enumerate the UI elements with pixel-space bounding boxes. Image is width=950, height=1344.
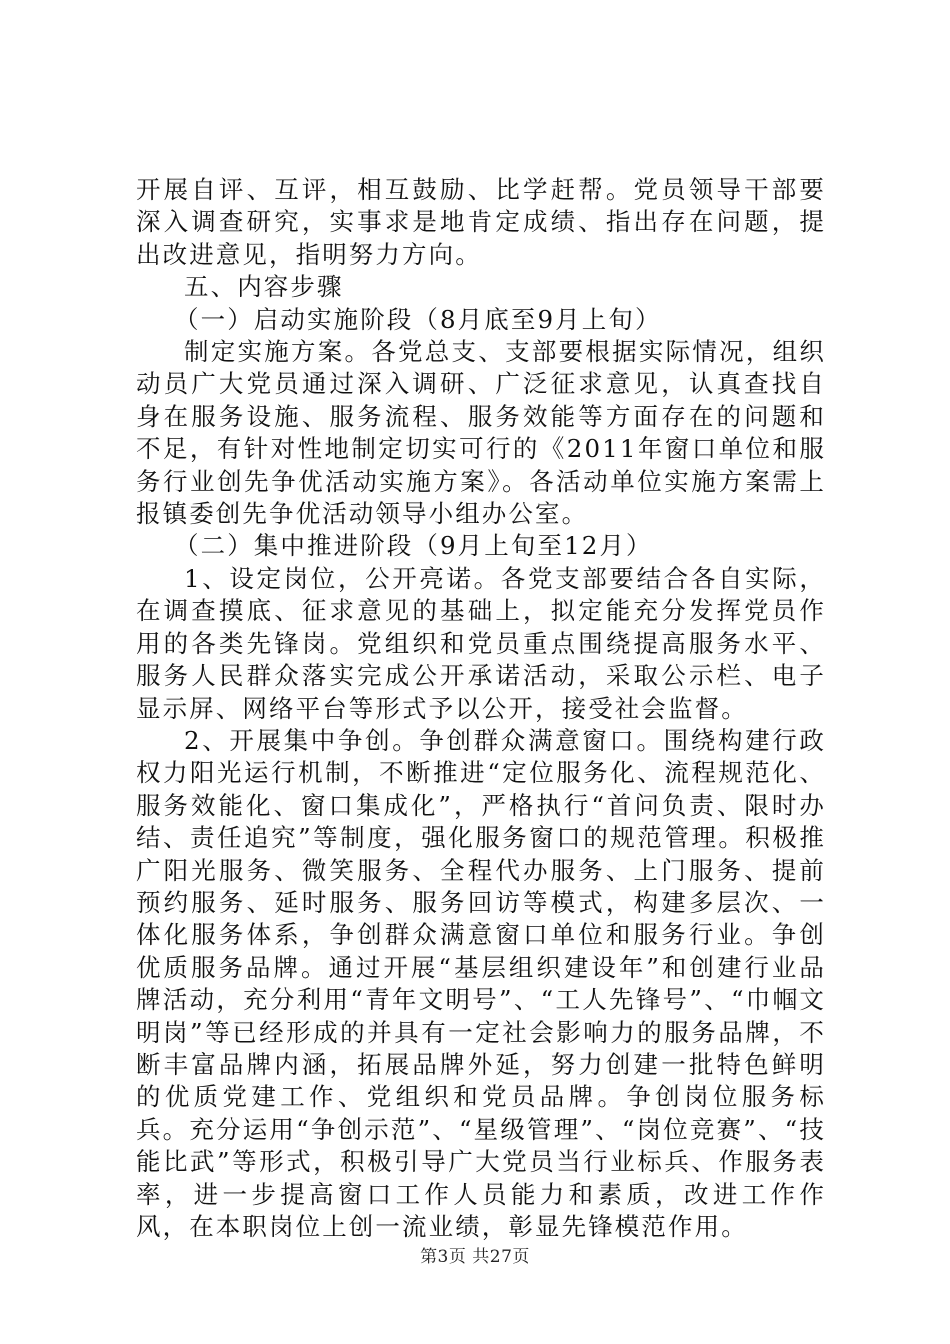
paragraph-implementation-plan: 制定实施方案。各党总支、支部要根据实际情况，组织动员广大党员通过深入调研、广泛征求意见，认真查找自身在服务设施、服务流程、服务效能等方面存在的问题和不足，有针对性地制定切实可行的《2011年窗口单位和服务行业创先争优活动实施方案》。各活动单位实施方案需上报镇委创先争优活动领导小组办公室。 (136, 337, 826, 529)
paragraph-concentrated-competition: 2、开展集中争创。争创群众满意窗口。围绕构建行政权力阳光运行机制，不断推进“定位服务化、流程规范化、服务效能化、窗口集成化”，严格执行“首问负责、限时办结、责任追究”等制度，强化服务窗口的规范管理。积极推广阳光服务、微笑服务、全程代办服务、上门服务、提前预约服务、延时服务、服务回访等模式，构建多层次、一体化服务体系，争创群众满意窗口单位和服务行业。争创优质服务品牌。通过开展“基层组织建设年”和创建行业品牌活动，充分利用“青年文明号”、“工人先锋号”、“巾帼文明岗”等已经形成的并具有一定社会影响力的服务品牌，不断丰富品牌内涵，拓展品牌外延，努力创建一批特色鲜明的优质党建工作、党组织和党员品牌。争创岗位服务标兵。充分运用“争创示范”、“星级管理”、“岗位竞赛”、“技能比武”等形式，积极引导广大党员当行业标兵、作服务表率，进一步提高窗口工作人员能力和素质，改进工作作风，在本职岗位上创一流业绩，彰显先锋模范作用。 (136, 725, 826, 1241)
page-number-footer: 第3页 共27页 (420, 1247, 530, 1267)
paragraph-continuation: 开展自评、互评，相互鼓励、比学赶帮。党员领导干部要深入调查研究，实事求是地肯定成绩、指出存在问题，提出改进意见，指明努力方向。 (136, 175, 826, 269)
document-body (136, 174, 826, 1243)
section-heading-content-steps: 五、内容步骤 (184, 272, 344, 302)
subsection-heading-launch-phase: （一）启动实施阶段（8月底至9月上旬） (174, 304, 662, 334)
subsection-heading-concentrated-phase: （二）集中推进阶段（9月上旬至12月） (174, 531, 653, 561)
paragraph-set-posts: 1、设定岗位，公开亮诺。各党支部要结合各自实际，在调查摸底、征求意见的基础上，拟定能充分发挥党员作用的各类先锋岗。党组织和党员重点围绕提高服务水平、服务人民群众落实完成公开承诺活动，采取公示栏、电子显示屏、网络平台等形式予以公开，接受社会监督。 (136, 563, 826, 723)
